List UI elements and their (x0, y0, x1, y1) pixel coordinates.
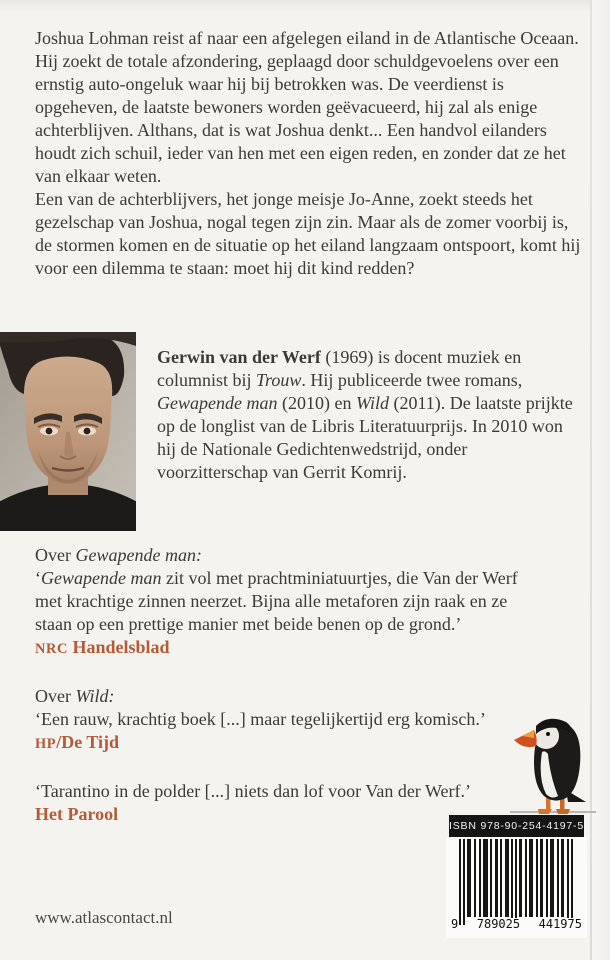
review-quote: ‘Een rauw, krachtig boek [...] maar tegelijkertijd erg komisch.’ (35, 709, 486, 729)
puffin-icon (508, 712, 598, 816)
barcode-digits (446, 918, 587, 930)
author-portrait-photo (0, 332, 136, 531)
review-source: Het Parool (35, 804, 119, 824)
review-source: HP/De Tijd (35, 732, 120, 752)
isbn-label: ISBN 978-90-254-4197-5 (449, 820, 584, 832)
synopsis-paragraph-1: Joshua Lohman reist af naar een afgelegen eiland in de Atlantische Oceaan. Hij zoekt de totale afzondering, geplaagd door schuldgevoelens over een ernstig auto-ongeluk waar hij bij betrokken was. De veerdienst is opgeheven, de laatste bewoners worden geëvacueerd, hij zal als enige achterblijven. Althans, dat is wat Joshua denkt... Een handvol eilanders houdt zich schuil, ieder van hen met een eigen reden, en zonder dat ze het van elkaar weten. (35, 28, 579, 186)
author-section (0, 332, 610, 532)
synopsis-paragraph-2: Een van de achterblijvers, het jonge meisje Jo-Anne, zoekt steeds het gezelschap van Joshua, nogal tegen zijn zin. Maar als de zomer voorbij is, de stormen komen en de situatie op het eiland langzaam ontspoort, komt hij voor een dilemma te staan: moet hij dit kind redden? (35, 189, 581, 278)
review-quote: ‘Tarantino in de polder [...] niets dan lof voor Van der Werf.’ (35, 781, 471, 801)
review-gewapende-man (35, 544, 535, 661)
review-wild (35, 685, 535, 756)
reviews-block (35, 544, 535, 850)
review-source: NRC Handelsblad (35, 637, 170, 657)
barcode-digit-group: 789025 (476, 917, 521, 931)
isbn-label-bar (449, 815, 584, 837)
synopsis-block (35, 27, 583, 280)
barcode-digit-group: 441975 (538, 917, 582, 931)
review-heading: Over Wild: (35, 686, 115, 706)
barcode-bars (453, 839, 581, 927)
review-heading: Over Gewapende man: (35, 545, 202, 565)
isbn-barcode (446, 837, 587, 938)
review-quote: ‘Gewapende man zit vol met prachtminiatuurtjes, die Van der Werf met krachtige zinnen neerzet. Bijna alle metaforen zijn raak en ze staan op een prettige manier met beide benen op de grond.’ (35, 568, 518, 634)
barcode-digit-group: 9 (451, 917, 459, 931)
author-bio: Gerwin van der Werf (1969) is docent muziek en columnist bij Trouw. Hij publiceerde twee romans, Gewapende man (2010) en Wild (2011). De laatste prijkte op de longlist van de Libris Literatuurprijs. In 2010 won hij de Nationale Gedichtenwedstrijd, onder voorzitterschap van Gerrit Komrij. (157, 347, 573, 482)
publisher-website: www.atlascontact.nl (35, 908, 173, 927)
